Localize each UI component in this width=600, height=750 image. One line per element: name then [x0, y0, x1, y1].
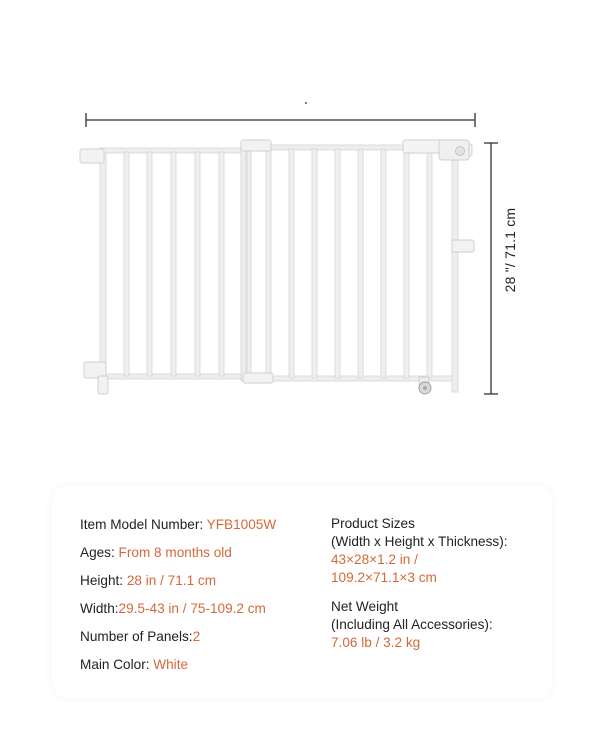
spec-panels-value: 2	[192, 629, 201, 644]
spec-height-value: 28 in / 71.1 cm	[126, 573, 217, 588]
spec-model-value: YFB1005W	[206, 517, 277, 532]
right-panel-bars	[266, 149, 432, 378]
height-dimension-label: 28 "/ 71.1 cm	[502, 207, 518, 293]
sizes-value-line2: 109.2×71.1×3 cm	[331, 570, 437, 585]
width-dimension-dot	[305, 102, 307, 104]
sizes-value-line1: 43×28×1.2 in /	[331, 552, 418, 567]
gate-wheel	[419, 377, 431, 394]
spec-panels-label: Number of Panels:	[80, 629, 193, 644]
latch-handle	[403, 140, 469, 160]
spec-ages-value: From 8 months old	[118, 545, 232, 560]
spec-height-label: Height:	[80, 573, 127, 588]
spec-width-value: 29.5-43 in / 75-109.2 cm	[118, 601, 266, 616]
sizes-subtitle: (Width x Height x Thickness):	[331, 534, 508, 549]
spec-ages-label: Ages:	[80, 545, 119, 560]
weight-value: 7.06 lb / 3.2 kg	[331, 635, 421, 650]
spec-width	[80, 600, 266, 617]
spec-ages	[80, 544, 232, 561]
spec-color-value: White	[153, 657, 189, 672]
spec-model	[80, 516, 276, 533]
sizes-block	[331, 515, 508, 587]
spec-height	[80, 572, 216, 589]
spec-width-label: Width:	[80, 601, 119, 616]
sizes-title: Product Sizes	[331, 516, 415, 531]
weight-subtitle: (Including All Accessories):	[331, 617, 493, 632]
height-dimension-line	[484, 143, 498, 394]
spec-panels	[80, 628, 200, 645]
spec-model-label: Item Model Number:	[80, 517, 207, 532]
width-dimension-line	[86, 113, 475, 127]
spec-color-label: Main Color:	[80, 657, 154, 672]
left-panel-bars	[124, 152, 224, 376]
weight-title: Net Weight	[331, 599, 398, 614]
wall-brackets	[80, 140, 474, 394]
spec-color	[80, 656, 188, 673]
weight-block	[331, 598, 493, 652]
